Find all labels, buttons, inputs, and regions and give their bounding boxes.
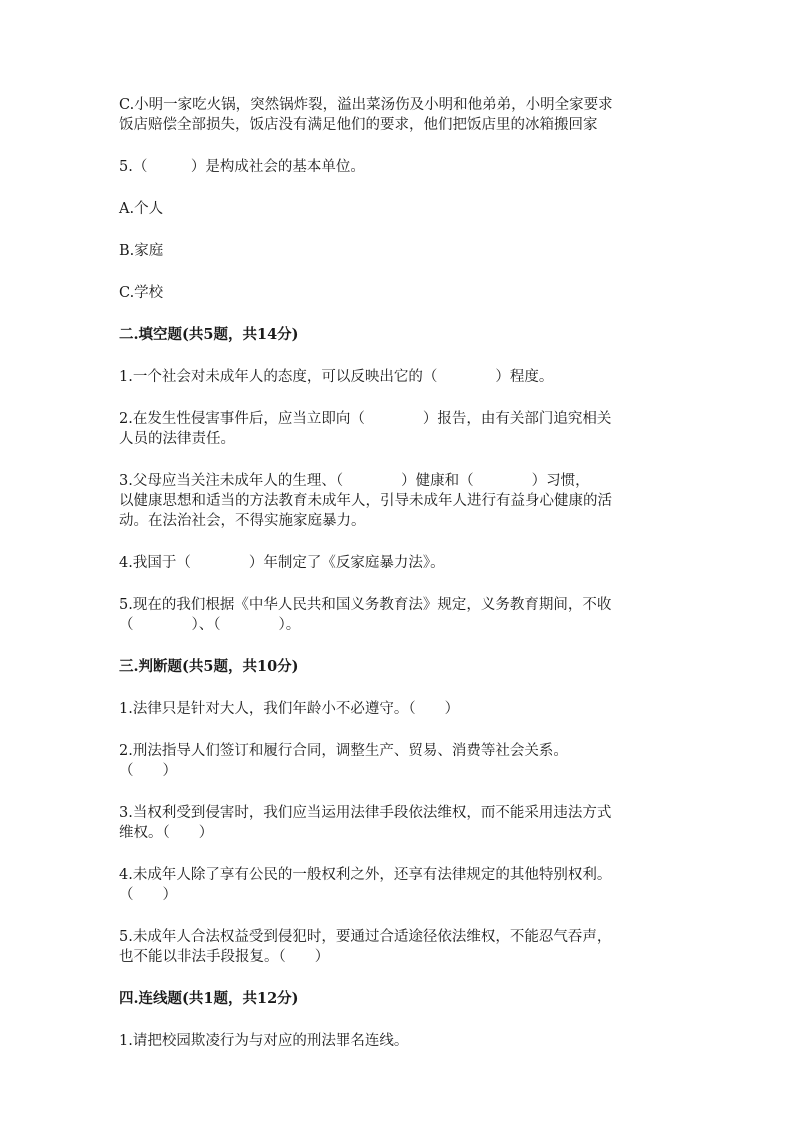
tf-question-1: 1.法律只是针对大人，我们年龄小不必遵守。（ ） <box>119 701 460 717</box>
section-heading-matching: 四.连线题(共1题，共12分) <box>119 990 299 1007</box>
question-text-line: 2.在发生性侵害事件后，应当立即向（ ）报告，由有关部门追究相关 <box>119 411 612 427</box>
question-5: 5.（ ）是构成社会的基本单位。 <box>119 159 365 175</box>
fill-question-5 <box>119 595 679 635</box>
option-c: C.学校 <box>119 285 164 301</box>
question-text-line: （ ）、（ ）。 <box>119 617 301 633</box>
fill-question-2 <box>119 409 679 449</box>
question-text-line: 维权。（ ） <box>119 825 214 841</box>
option-b: B.家庭 <box>119 243 164 259</box>
matching-question-1: 1.请把校园欺凌行为与对应的刑法罪名连线。 <box>119 1033 409 1049</box>
question-text-line: 5.未成年人合法权益受到侵犯时，要通过合适途径依法维权，不能忍气吞声， <box>119 929 612 945</box>
option-a: A.个人 <box>119 201 164 217</box>
section-heading-fill-blank: 二.填空题(共5题，共14分) <box>119 326 299 343</box>
question-text-line: （ ） <box>119 887 177 903</box>
fill-question-4: 4.我国于（ ）年制定了《反家庭暴力法》。 <box>119 555 445 571</box>
exam-page <box>119 95 679 1051</box>
question-text-line: 3.当权利受到侵害时，我们应当运用法律手段依法维权，而不能采用违法方式 <box>119 805 612 821</box>
question-text-line: 以健康思想和适当的方法教育未成年人，引导未成年人进行有益身心健康的活 <box>119 493 612 509</box>
question-text-line: 4.未成年人除了享有公民的一般权利之外，还享有法律规定的其他特别权利。 <box>119 867 612 883</box>
fill-question-3 <box>119 471 679 531</box>
tf-question-5 <box>119 927 679 967</box>
option-text-line: 饭店赔偿全部损失，饭店没有满足他们的要求，他们把饭店里的冰箱搬回家 <box>119 117 598 133</box>
question-text-line: 3.父母应当关注未成年人的生理、（ ）健康和（ ）习惯， <box>119 473 590 489</box>
tf-question-3 <box>119 803 679 843</box>
question-text-line: 5.现在的我们根据《中华人民共和国义务教育法》规定，义务教育期间，不收 <box>119 597 612 613</box>
question-text-line: （ ） <box>119 763 177 779</box>
fill-question-1: 1.一个社会对未成年人的态度，可以反映出它的（ ）程度。 <box>119 369 554 385</box>
question-text-line: 2.刑法指导人们签订和履行合同，调整生产、贸易、消费等社会关系。 <box>119 743 568 759</box>
option-text-line: C.小明一家吃火锅，突然锅炸裂，溢出菜汤伤及小明和他弟弟，小明全家要求 <box>119 97 613 113</box>
section-heading-true-false: 三.判断题(共5题，共10分) <box>119 658 299 675</box>
question-4-c-option <box>119 95 679 135</box>
question-text-line: 也不能以非法手段报复。（ ） <box>119 949 330 965</box>
tf-question-2 <box>119 741 679 781</box>
question-text-line: 人员的法律责任。 <box>119 431 235 447</box>
question-text-line: 动。在法治社会，不得实施家庭暴力。 <box>119 513 366 529</box>
tf-question-4 <box>119 865 679 905</box>
